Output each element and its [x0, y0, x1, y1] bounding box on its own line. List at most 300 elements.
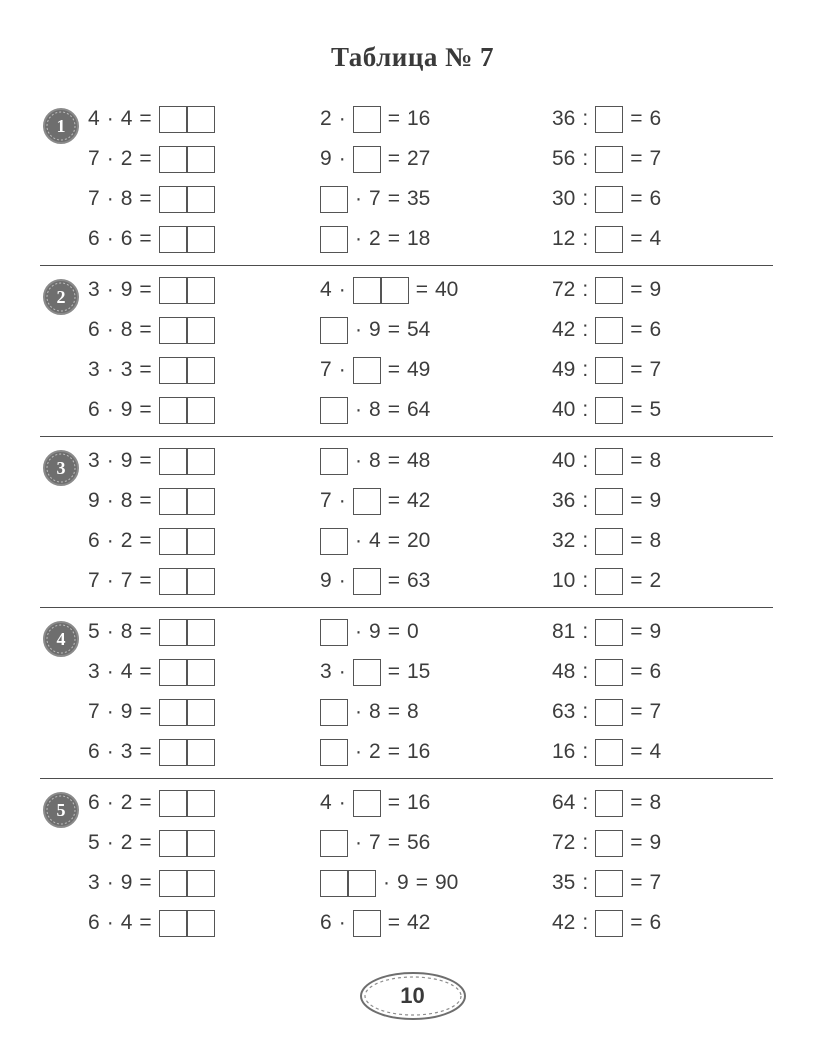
equation-token: 4 [649, 227, 662, 250]
equation [320, 310, 552, 350]
equation-column [552, 270, 762, 430]
answer-box-group[interactable] [159, 659, 215, 686]
answer-box[interactable] [320, 699, 348, 726]
answer-box-group[interactable] [159, 448, 215, 475]
equation-token: : [582, 187, 589, 210]
equation-token: = [139, 871, 152, 894]
answer-box[interactable] [348, 870, 376, 897]
equation-token: = [630, 147, 643, 170]
equation-token: 9 [397, 871, 409, 894]
answer-box[interactable] [187, 568, 215, 595]
answer-box[interactable] [159, 146, 187, 173]
answer-box[interactable] [159, 226, 187, 253]
equation-token: 6 [88, 398, 100, 421]
exercise-rows [0, 95, 825, 949]
equation-token: 7 [120, 569, 133, 592]
equation-token: 32 [552, 529, 576, 552]
answer-box[interactable] [353, 146, 381, 173]
equation-token: · [106, 449, 114, 472]
equation-token: : [582, 227, 589, 250]
equation [320, 903, 552, 943]
answer-box-group[interactable] [159, 568, 215, 595]
equation-token: = [387, 187, 400, 210]
answer-box[interactable] [159, 619, 187, 646]
equation-token: 7 [649, 871, 662, 894]
equation-token: 9 [120, 700, 133, 723]
equation-token: = [630, 700, 643, 723]
page-number-container [0, 968, 825, 1024]
equation-token: · [106, 871, 114, 894]
answer-box-group[interactable] [159, 870, 215, 897]
answer-box[interactable] [187, 448, 215, 475]
equation-token: : [582, 740, 589, 763]
equation [88, 692, 320, 732]
row-number: 4 [56, 628, 66, 649]
answer-box[interactable] [159, 277, 187, 304]
equation-token: 18 [406, 227, 431, 250]
answer-box[interactable] [320, 528, 348, 555]
equation-token: 30 [552, 187, 576, 210]
equation-token: 4 [320, 791, 332, 814]
row-number: 5 [56, 799, 66, 820]
equation-token: 7 [369, 831, 381, 854]
equation [552, 863, 762, 903]
equation-token: · [383, 871, 390, 894]
equation-token: = [387, 107, 400, 130]
answer-box[interactable] [595, 790, 623, 817]
equation-token: · [106, 318, 114, 341]
answer-box[interactable] [353, 277, 381, 304]
equation-token: = [139, 227, 152, 250]
equation-token: · [106, 187, 114, 210]
equation-token: 3 [88, 871, 100, 894]
answer-box-group[interactable] [159, 146, 215, 173]
equation [320, 521, 552, 561]
answer-box[interactable] [187, 277, 215, 304]
equation [88, 903, 320, 943]
equation-columns [88, 612, 773, 772]
answer-box[interactable] [595, 317, 623, 344]
answer-box[interactable] [595, 830, 623, 857]
equation-token: · [106, 791, 114, 814]
equation [88, 481, 320, 521]
equation-token: · [338, 147, 346, 170]
equation-column [552, 612, 762, 772]
equation-token: 9 [88, 489, 100, 512]
equation-token: 8 [369, 700, 381, 723]
equation [552, 612, 762, 652]
equation-token: : [582, 107, 589, 130]
equation-token: 16 [406, 791, 431, 814]
equation-token: 6 [88, 740, 100, 763]
equation-column [552, 99, 762, 259]
equation-token: 63 [552, 700, 576, 723]
equation-token: 2 [369, 227, 381, 250]
equation-token: 8 [120, 318, 133, 341]
equation-token: = [630, 791, 643, 814]
equation-token: = [139, 700, 152, 723]
equation-column [88, 612, 320, 772]
equation-token: : [582, 358, 589, 381]
equation-token: 9 [649, 278, 662, 301]
answer-box[interactable] [353, 568, 381, 595]
answer-box-group[interactable] [320, 870, 376, 897]
equation-token: · [106, 489, 114, 512]
equation-token: 64 [406, 398, 431, 421]
equation-token: = [630, 660, 643, 683]
answer-box[interactable] [159, 870, 187, 897]
equation-token: 6 [120, 227, 133, 250]
answer-box-group[interactable] [159, 790, 215, 817]
equation-token: · [355, 740, 362, 763]
exercise-row [40, 779, 773, 949]
equation [88, 823, 320, 863]
answer-box[interactable] [159, 528, 187, 555]
equation-token: 3 [88, 358, 100, 381]
equation-token: 8 [649, 529, 662, 552]
answer-box[interactable] [595, 226, 623, 253]
equation-columns [88, 441, 773, 601]
equation-token: 56 [406, 831, 431, 854]
answer-box[interactable] [595, 528, 623, 555]
answer-box[interactable] [320, 186, 348, 213]
equation-token: 16 [406, 740, 431, 763]
answer-box[interactable] [159, 186, 187, 213]
answer-box[interactable] [159, 739, 187, 766]
page-number-badge [358, 968, 468, 1024]
equation [320, 561, 552, 601]
answer-box[interactable] [353, 659, 381, 686]
answer-box[interactable] [595, 870, 623, 897]
answer-box[interactable] [159, 448, 187, 475]
answer-box[interactable] [595, 448, 623, 475]
answer-box[interactable] [320, 619, 348, 646]
equation-token: 2 [649, 569, 662, 592]
equation-token: 7 [88, 147, 100, 170]
answer-box[interactable] [595, 699, 623, 726]
equation-token: : [582, 831, 589, 854]
equation-token: 40 [552, 398, 576, 421]
equation-token: = [630, 318, 643, 341]
equation-token: = [630, 871, 643, 894]
equation-token: 36 [552, 489, 576, 512]
answer-box-group[interactable] [159, 226, 215, 253]
row-number-badge [42, 620, 80, 658]
equation-token: · [106, 398, 114, 421]
row-number-badge [42, 278, 80, 316]
equation-token: · [338, 569, 346, 592]
equation-token: 16 [552, 740, 576, 763]
equation-token: · [338, 660, 346, 683]
answer-box[interactable] [595, 357, 623, 384]
answer-box-group[interactable] [159, 488, 215, 515]
equation-token: · [106, 278, 114, 301]
equation [88, 219, 320, 259]
equation-token: = [387, 147, 400, 170]
answer-box-group[interactable] [159, 277, 215, 304]
answer-box[interactable] [320, 830, 348, 857]
equation-token: : [582, 871, 589, 894]
equation-column [552, 783, 762, 943]
equation-token: 40 [434, 278, 459, 301]
answer-box[interactable] [595, 106, 623, 133]
equation [320, 612, 552, 652]
equation-column [320, 270, 552, 430]
answer-box[interactable] [595, 659, 623, 686]
equation-token: 63 [406, 569, 431, 592]
equation-token: = [387, 660, 400, 683]
answer-box[interactable] [159, 830, 187, 857]
answer-box[interactable] [159, 699, 187, 726]
answer-box-group[interactable] [159, 699, 215, 726]
equation-token: 2 [120, 147, 133, 170]
equation-token: = [630, 398, 643, 421]
answer-box[interactable] [595, 397, 623, 424]
answer-box[interactable] [187, 186, 215, 213]
answer-box[interactable] [320, 448, 348, 475]
answer-box[interactable] [187, 106, 215, 133]
page-title: Таблица № 7 [330, 42, 495, 72]
answer-box-group[interactable] [159, 106, 215, 133]
answer-box[interactable] [187, 488, 215, 515]
equation-token: 3 [88, 449, 100, 472]
answer-box[interactable] [595, 277, 623, 304]
answer-box[interactable] [320, 870, 348, 897]
answer-box[interactable] [320, 317, 348, 344]
answer-box[interactable] [187, 357, 215, 384]
equation-token: 8 [369, 449, 381, 472]
answer-box[interactable] [187, 830, 215, 857]
answer-box[interactable] [187, 699, 215, 726]
answer-box[interactable] [595, 739, 623, 766]
equation [88, 310, 320, 350]
equation [320, 783, 552, 823]
equation-token: · [106, 660, 114, 683]
answer-box[interactable] [320, 739, 348, 766]
answer-box[interactable] [320, 397, 348, 424]
equation-token: 4 [120, 911, 133, 934]
answer-box[interactable] [187, 870, 215, 897]
equation-token: 2 [120, 529, 133, 552]
answer-box[interactable] [381, 277, 409, 304]
equation-token: 6 [88, 529, 100, 552]
equation-token: 2 [369, 740, 381, 763]
equation-token: · [355, 700, 362, 723]
answer-box[interactable] [187, 397, 215, 424]
answer-box[interactable] [187, 528, 215, 555]
answer-box[interactable] [187, 910, 215, 937]
answer-box[interactable] [353, 357, 381, 384]
answer-box-group[interactable] [159, 528, 215, 555]
equation-token: 9 [120, 278, 133, 301]
equation-token: 16 [406, 107, 431, 130]
equation-token: · [106, 227, 114, 250]
equation [552, 521, 762, 561]
answer-box[interactable] [187, 659, 215, 686]
equation-token: 72 [552, 278, 576, 301]
equation-token: 7 [649, 358, 662, 381]
equation-token: 9 [120, 398, 133, 421]
answer-box[interactable] [595, 186, 623, 213]
equation-token: 8 [649, 449, 662, 472]
equation-token: 35 [406, 187, 431, 210]
equation-token: 7 [320, 358, 332, 381]
equation-token: · [106, 700, 114, 723]
equation-token: = [387, 489, 400, 512]
equation-token: 49 [552, 358, 576, 381]
equation-token: 4 [88, 107, 100, 130]
equation-token: = [630, 278, 643, 301]
equation-token: 2 [120, 791, 133, 814]
answer-box-group[interactable] [159, 830, 215, 857]
equation-column [88, 441, 320, 601]
equation-token: = [139, 911, 152, 934]
equation [88, 270, 320, 310]
equation-token: · [106, 107, 114, 130]
equation-token: = [387, 700, 400, 723]
answer-box[interactable] [159, 488, 187, 515]
equation-token: = [387, 449, 400, 472]
equation [552, 219, 762, 259]
equation-token: : [582, 398, 589, 421]
equation [552, 139, 762, 179]
equation-token: 7 [649, 147, 662, 170]
equation [552, 99, 762, 139]
equation-token: 8 [369, 398, 381, 421]
equation-token: = [630, 529, 643, 552]
answer-box[interactable] [159, 568, 187, 595]
row-number-badge [42, 791, 80, 829]
equation-column [88, 99, 320, 259]
answer-box[interactable] [595, 568, 623, 595]
equation-column [88, 783, 320, 943]
answer-box[interactable] [320, 226, 348, 253]
equation [88, 652, 320, 692]
answer-box[interactable] [187, 790, 215, 817]
equation-token: 8 [649, 791, 662, 814]
equation-token: : [582, 620, 589, 643]
equation-token: · [106, 358, 114, 381]
equation-token: 3 [120, 358, 133, 381]
equation-token: 7 [88, 569, 100, 592]
equation-token: = [387, 831, 400, 854]
answer-box[interactable] [353, 488, 381, 515]
equation [552, 481, 762, 521]
answer-box[interactable] [187, 739, 215, 766]
equation [320, 441, 552, 481]
answer-box[interactable] [187, 226, 215, 253]
answer-box[interactable] [595, 619, 623, 646]
equation-token: = [387, 740, 400, 763]
equation-token: 6 [88, 791, 100, 814]
equation-token: · [106, 620, 114, 643]
equation [88, 783, 320, 823]
equation-token: = [139, 660, 152, 683]
equation [552, 179, 762, 219]
equation-token: = [387, 791, 400, 814]
row-number: 1 [56, 115, 66, 136]
equation [88, 350, 320, 390]
equation-token: 6 [649, 107, 662, 130]
answer-box-group[interactable] [159, 619, 215, 646]
equation [552, 561, 762, 601]
equation-token: · [106, 147, 114, 170]
answer-box[interactable] [159, 790, 187, 817]
equation-token: 4 [369, 529, 381, 552]
equation-token: 10 [552, 569, 576, 592]
answer-box[interactable] [595, 146, 623, 173]
equation-token: 4 [320, 278, 332, 301]
answer-box[interactable] [159, 317, 187, 344]
equation [552, 652, 762, 692]
equation-token: 7 [649, 700, 662, 723]
answer-box-group[interactable] [159, 397, 215, 424]
equation [552, 732, 762, 772]
answer-box[interactable] [353, 910, 381, 937]
answer-box-group[interactable] [159, 357, 215, 384]
equation-token: 4 [649, 740, 662, 763]
answer-box[interactable] [159, 357, 187, 384]
answer-box[interactable] [595, 910, 623, 937]
equation [552, 350, 762, 390]
equation-token: 5 [88, 831, 100, 854]
equation-token: 81 [552, 620, 576, 643]
answer-box[interactable] [159, 659, 187, 686]
equation-token: 8 [406, 700, 419, 723]
equation-token: 9 [369, 318, 381, 341]
answer-box-group[interactable] [159, 186, 215, 213]
equation-token: : [582, 791, 589, 814]
equation-token: 4 [120, 660, 133, 683]
equation [320, 863, 552, 903]
answer-box[interactable] [187, 146, 215, 173]
equation-token: = [630, 187, 643, 210]
equation-token: = [387, 911, 400, 934]
equation-token: : [582, 318, 589, 341]
equation-token: = [630, 449, 643, 472]
answer-box[interactable] [353, 106, 381, 133]
answer-box-group[interactable] [159, 910, 215, 937]
equation-token: = [139, 398, 152, 421]
equation [320, 823, 552, 863]
equation-token: = [139, 569, 152, 592]
equation-token: 4 [120, 107, 133, 130]
equation-token: 5 [88, 620, 100, 643]
equation-token: = [630, 911, 643, 934]
answer-box-group[interactable] [159, 317, 215, 344]
answer-box-group[interactable] [353, 277, 409, 304]
equation-token: 64 [552, 791, 576, 814]
answer-box[interactable] [187, 619, 215, 646]
equation-token: · [338, 358, 346, 381]
equation-token: · [355, 227, 362, 250]
answer-box[interactable] [353, 790, 381, 817]
answer-box[interactable] [595, 488, 623, 515]
answer-box[interactable] [159, 910, 187, 937]
equation-token: · [338, 278, 346, 301]
equation-token: 20 [406, 529, 431, 552]
equation-token: = [139, 107, 152, 130]
answer-box[interactable] [159, 397, 187, 424]
equation-token: = [139, 791, 152, 814]
answer-box-group[interactable] [159, 739, 215, 766]
exercise-row [40, 266, 773, 437]
answer-box[interactable] [159, 106, 187, 133]
answer-box[interactable] [187, 317, 215, 344]
equation-token: 40 [552, 449, 576, 472]
equation-token: · [338, 791, 346, 814]
equation-token: · [355, 318, 362, 341]
